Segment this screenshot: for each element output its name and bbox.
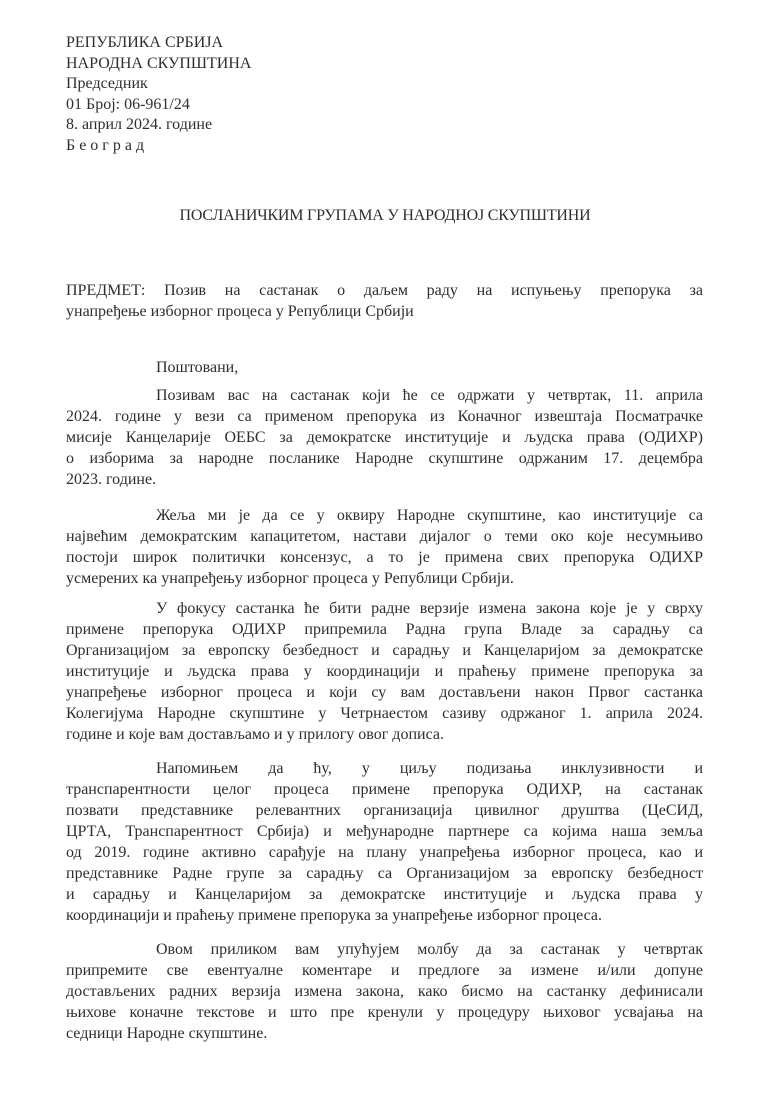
letter-city: Београд (66, 136, 149, 154)
paragraph-line: ЦРТА, Транспарентност Србија) и међународне партнере са којима наша земља (66, 823, 703, 840)
paragraph-line: позвати представнике релевантних организација цивилног друштва (ЦеСИД, (66, 802, 703, 819)
paragraph-line: Жеља ми је да се у оквиру Народне скупштине, као институције са (156, 507, 703, 524)
letterhead-office: Председник (66, 75, 148, 92)
paragraph-line: унапређење изборног процеса и који су вам достављени након Првог састанка (66, 684, 703, 701)
paragraph-line: од 2019. године активно сарађује на плану унапређења изборног процеса, као и (66, 844, 703, 861)
subject-line-text: унапређење изборног процеса у Републици Србији (66, 303, 414, 320)
paragraph-line: седници Народне скупштине. (66, 1025, 268, 1042)
paragraph-5 (66, 939, 703, 1044)
paragraph-line: године и које вам достављамо и у прилогу овог дописа. (66, 726, 444, 743)
paragraph-line: и сарадњу и Канцеларијом за демократске институције и људска права у (66, 886, 703, 903)
paragraph-line: припремите све евентуалне коментаре и предлоге за измене и/или допуне (66, 962, 703, 979)
paragraph-line: постоји широк политички консензус, а то је примена свих препорука ОДИХР (66, 549, 703, 566)
paragraph-line: институције и људска права у координацији и праћењу примене препорука за (66, 663, 703, 680)
paragraph-line: о изборима за народне посланике Народне скупштине одржаним 17. децембра (66, 450, 703, 467)
paragraph-line: Колегијума Народне скупштине у Четрнаестом сазиву одржаног 1. априла 2024. (66, 705, 703, 722)
paragraph-line: њихове коначне текстове и што пре кренули у процедуру њиховог усвајања на (66, 1004, 703, 1021)
paragraph-line: У фокусу састанка ће бити радне верзије измена закона које је у сврху (156, 600, 703, 617)
paragraph-line: транспарентности целог процеса примене препорука ОДИХР, на састанак (66, 781, 703, 798)
paragraph-line: 2023. године. (66, 471, 157, 488)
paragraph-2 (66, 505, 703, 589)
paragraph-line: највећим демократским капацитетом, настави дијалог о теми око које несумњиво (66, 528, 703, 545)
paragraph-line: Овом приликом вам упућујем молбу да за састанак у четвртак (156, 941, 703, 958)
paragraph-3 (66, 598, 703, 745)
paragraph-line: усмерених ка унапређењу изборног процеса у Републици Србији. (66, 570, 514, 587)
paragraph-line: достављених радних верзија измена закона, како бисмо на састанку дефинисали (66, 983, 703, 1000)
paragraph-line: Организацијом за европску безбедност и сарадњу и Канцеларијом за демократске (66, 642, 703, 659)
greeting-text: Поштовани, (156, 359, 239, 376)
paragraph-line: 2024. године у вези са применом препорука из Коначног извештаја Посматрачке (66, 408, 703, 425)
addressee-heading: ПОСЛАНИЧКИМ ГРУПАМА У НАРОДНОЈ СКУПШТИНИ (179, 207, 591, 224)
paragraph-1 (66, 385, 703, 490)
letterhead-institution: НАРОДНА СКУПШТИНА (66, 54, 252, 72)
paragraph-line: примене препорука ОДИХР припремила Радна група Владе за сарадњу са (66, 621, 703, 638)
paragraph-line: мисије Канцеларије ОЕБС за демократске институције и људска права (ОДИХР) (66, 429, 703, 446)
paragraph-line: представнике Радне групе за сарадњу са Организацијом за европску безбедност (66, 865, 703, 882)
subject-line (66, 280, 703, 322)
letter-date: 8. април 2024. године (66, 116, 213, 133)
greeting (66, 357, 703, 378)
subject-line-text: ПРЕДМЕТ: Позив на састанак о даљем раду на испуњењу препорука за (66, 282, 703, 299)
reference-number: 01 Број: 06-961/24 (66, 95, 190, 113)
letterhead (66, 33, 703, 156)
paragraph-line: Позивам вас на састанак који ће се одржати у четвртак, 11. априла (156, 387, 703, 404)
paragraph-line: координацији и праћењу примене препорука за унапређење изборног процеса. (66, 907, 603, 924)
letterhead-country: РЕПУБЛИКА СРБИЈА (66, 34, 224, 51)
paragraph-4 (66, 758, 703, 926)
paragraph-line: Напомињем да ћу, у циљу подизања инклузивности и (156, 760, 703, 777)
